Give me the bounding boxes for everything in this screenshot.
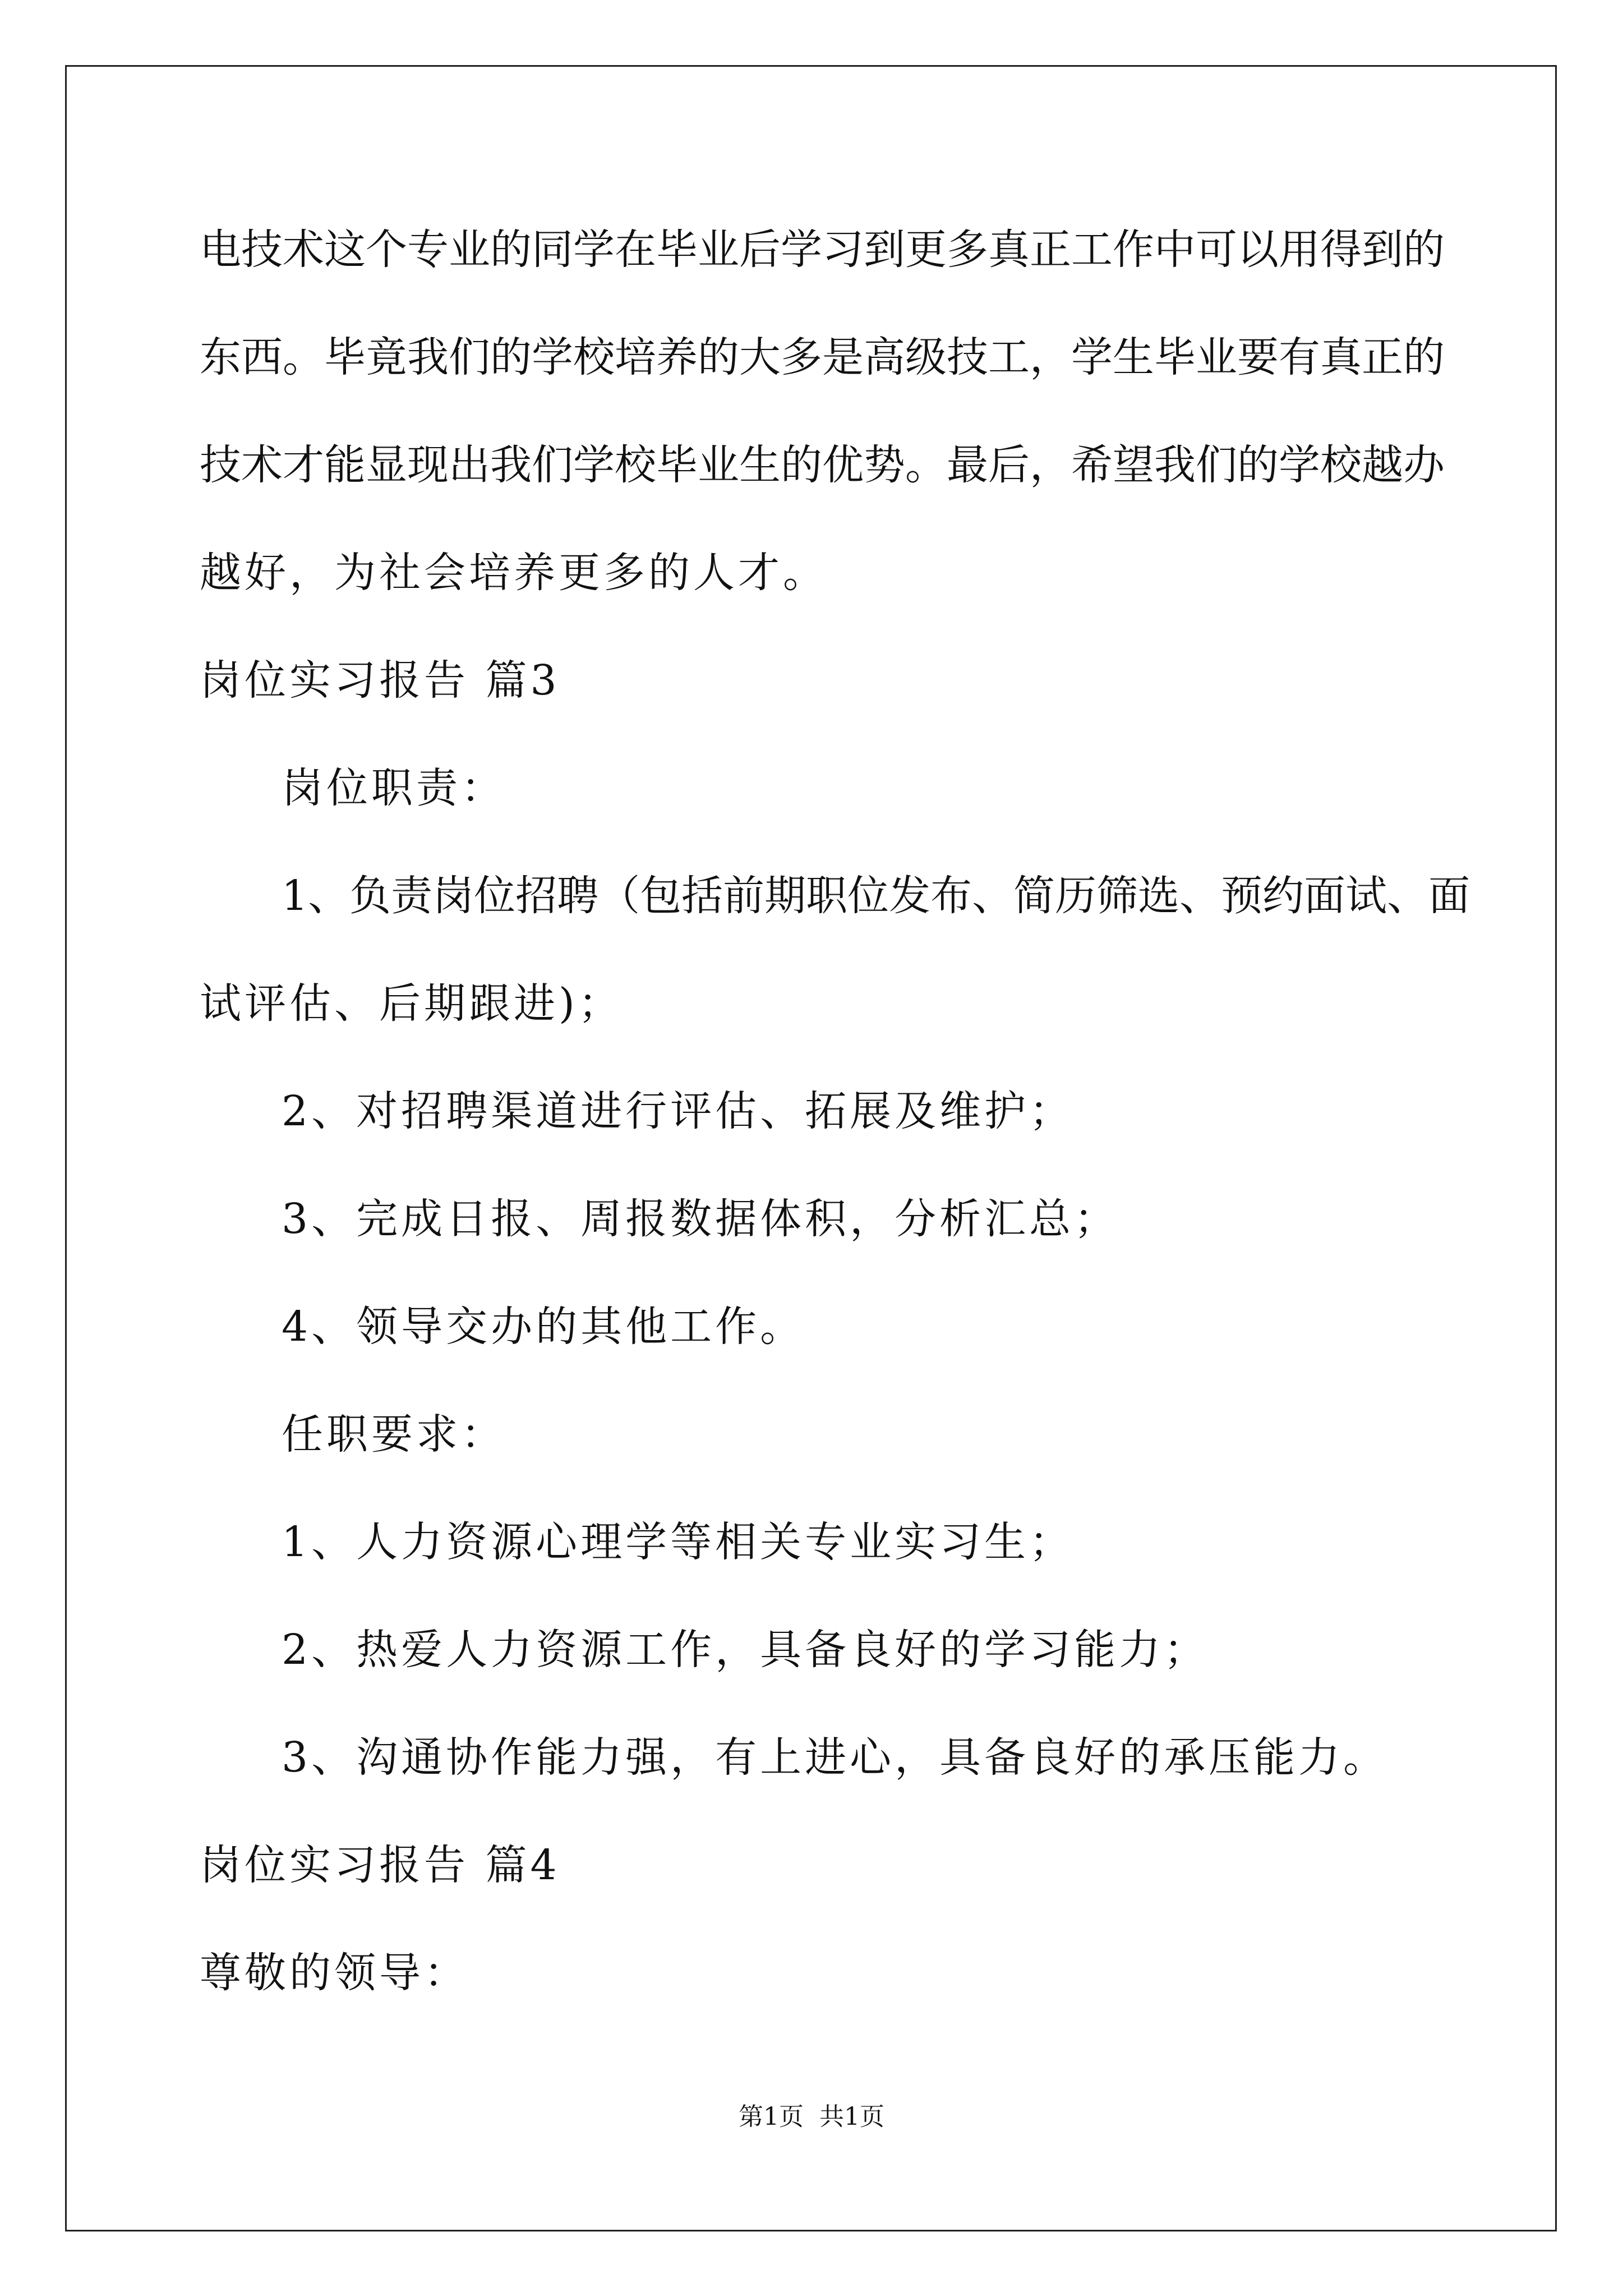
section-heading: 岗位实习报告 篇4 [200, 1841, 560, 1889]
body-text-line: 技术才能显现出我们学校毕业生的优势。最后，希望我们的学校越办 [200, 441, 1445, 489]
page-border [65, 65, 1557, 2231]
list-item: 3、沟通协作能力强，有上进心，具备良好的承压能力。 [282, 1733, 1389, 1782]
list-item: 4、领导交办的其他工作。 [282, 1303, 805, 1351]
list-item-continuation: 试评估、后期跟进)； [200, 979, 623, 1028]
list-item: 3、完成日报、周报数据体积，分析汇总； [282, 1195, 1119, 1243]
subheading: 任职要求： [282, 1410, 506, 1458]
body-text-line: 越好，为社会培养更多的人才。 [200, 549, 828, 597]
salutation: 尊敬的领导： [200, 1949, 469, 1997]
page-number-footer: 第1页 共1页 [739, 2102, 884, 2131]
list-item: 2、对招聘渠道进行评估、拓展及维护； [282, 1087, 1075, 1135]
section-heading: 岗位实习报告 篇3 [200, 656, 560, 705]
body-text-line: 东西。毕竟我们的学校培养的大多是高级技工，学生毕业要有真正的 [200, 333, 1445, 381]
subheading: 岗位职责： [282, 764, 506, 812]
list-item: 1、人力资源心理学等相关专业实习生； [282, 1518, 1075, 1566]
list-item: 1、负责岗位招聘（包括前期职位发布、简历筛选、预约面试、面 [282, 872, 1470, 920]
body-text-line: 电技术这个专业的同学在毕业后学习到更多真正工作中可以用得到的 [200, 226, 1445, 274]
list-item: 2、热爱人力资源工作，具备良好的学习能力； [282, 1626, 1209, 1674]
